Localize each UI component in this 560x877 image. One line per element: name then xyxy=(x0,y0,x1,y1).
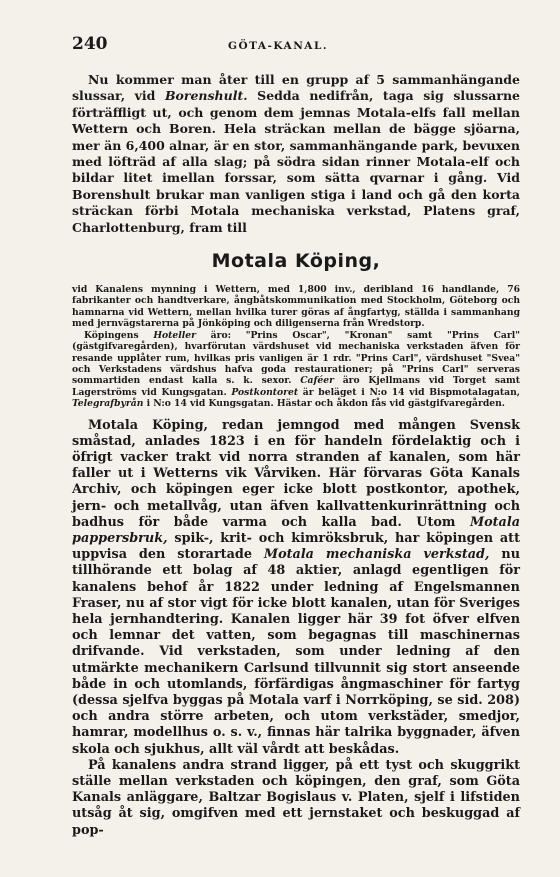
intro-paragraph xyxy=(72,72,520,236)
facts-cafeer: Caféer xyxy=(300,375,334,387)
body-text-c: spik-, krit- och kimröksbruk, har köpingen att uppvisa den storartade xyxy=(72,530,520,563)
page-number: 240 xyxy=(72,34,108,54)
facts-text-h: i N:o 14 vid Kungsgatan. Hästar och åkdon fås vid gästgifvaregården. xyxy=(143,398,505,410)
body-paragraph-2: På kanalens andra strand ligger, på ett tyst och skuggrikt ställe mellan verkstaden och köpingen, den graf, som Göta Kanals anläggare, Baltzar Bogislaus v. Platen, sjelf i lifstiden utsåg åt sig, omgifven med ett jernstaket och beskuggad af pop- xyxy=(72,757,520,838)
facts-paragraph-2 xyxy=(72,330,520,410)
body-pappersbruk: Motala pappersbruk, xyxy=(72,514,520,546)
running-title: GÖTA-KANAL. xyxy=(228,40,328,52)
body-verkstad: Motala mechaniska verkstad, xyxy=(263,547,490,563)
body-text xyxy=(72,418,520,839)
facts-paragraph-1: vid Kanalens mynning i Wettern, med 1,800 inv., deribland 16 handlande, 76 fabrikanter och handtverkare, ångbåtskommunikation med Stockholm, Göteborg och hamnarna vid Wettern, mellan hvilka turer göras af ångfartyg, ställda i sammanhang med jernvägstarerna på Jönköping och diligenserna från Wredstorp. xyxy=(72,284,520,330)
facts-telegrafbyran: Telegrafbyrån xyxy=(72,398,144,410)
body-text-a: Motala Köping, redan jemngod med mången Svensk småstad, anlades 1823 i en för handeln fördelaktig och i öfrigt vacker trakt vid norra stranden af kanalen, som här faller ut i Wetterns vik Vårviken. Här förvaras Göta Kanals Archiv, och köpingen eger icke blott postkontor, apothek, jern- och metallvåg, utan äfven kallvattenkurinrättning och badhus för både varma och kalla bad. Utom xyxy=(72,417,520,530)
body-paragraph-1 xyxy=(72,418,520,758)
intro-text-1: Nu kommer man åter till en grupp af 5 sammanhängande slussar, vid xyxy=(72,72,520,104)
facts-text-d: äro Kjellmans vid Torget samt Lagerströms vid Kungsgatan. xyxy=(72,375,520,398)
section-heading: Motala Köping, xyxy=(211,250,381,273)
facts-hoteller: Hoteller xyxy=(153,329,196,341)
intro-place-borenshult: Borenshult. xyxy=(164,88,248,104)
facts-text-a: Köpingens xyxy=(84,329,154,341)
intro-text-2: Sedda nedifrån, taga sig slussarne förträffligt ut, och genom dem jemnas Motala-elfs fall mellan Wettern och Boren. Hela sträckan mellan de bägge sjöarna, mer än 6,400 alnar, är en stor, sammanhängande park, bevuxen med löfträd af alla slag; på södra sidan rinner Motala-elf och bildar litet imellan forssar, som sätta qvarnar i gång. Vid Borenshult brukar man vanligen stiga i land och gå den korta sträckan förbi Motala mechaniska verkstad, Platens graf, Charlottenburg, fram till xyxy=(72,88,520,235)
facts-postkontoret: Postkontoret xyxy=(231,386,299,398)
running-head xyxy=(72,34,520,54)
facts-text-f: är beläget i N:o 14 vid Bispmotalagatan, xyxy=(298,386,520,398)
body-text-e: nu tillhörande ett bolag af 48 aktier, anlagd egentligen för kanalens behof år 1822 under ledning af Engelsmannen Fraser, nu af stor vigt för icke blott kanalen, utan för Sveriges hela jernhandtering. Kanalen ligger här 39 fot öfver elfven och lemnar det vatten, som begagnas till maschinernas drifvande. Vid verkstaden, som under ledning af den utmärkte mechanikern Carlsund tillvunnit sig stort anseende både in och utomlands, förfärdigas ångmaschiner för fartyg (dessa sjelfva byggas på Motala varf i Norrköping, se sid. 208) och andra större arbeten, och utom verkstäder, smedjor, hamrar, modellhus o. s. v., finnas här talrika byggnader, äfven skola och sjukhus, allt väl vårdt att beskådas. xyxy=(72,547,520,757)
facts-text-b: äro: "Prins Oscar", "Kronan" samt "Prins Carl" (gästgifvaregården), hvarförutan värdshuset vid mechaniska verkstaden äfven för resande upplåter rum, hvilkas pris vanligen är 1 rdr. "Prins Carl", värdshuset "Svea" och Verkstadens värdshus hafva goda restaurationer; på "Prins Carl" serveras sommartiden endast kalla s. k. sexor. xyxy=(72,329,520,387)
